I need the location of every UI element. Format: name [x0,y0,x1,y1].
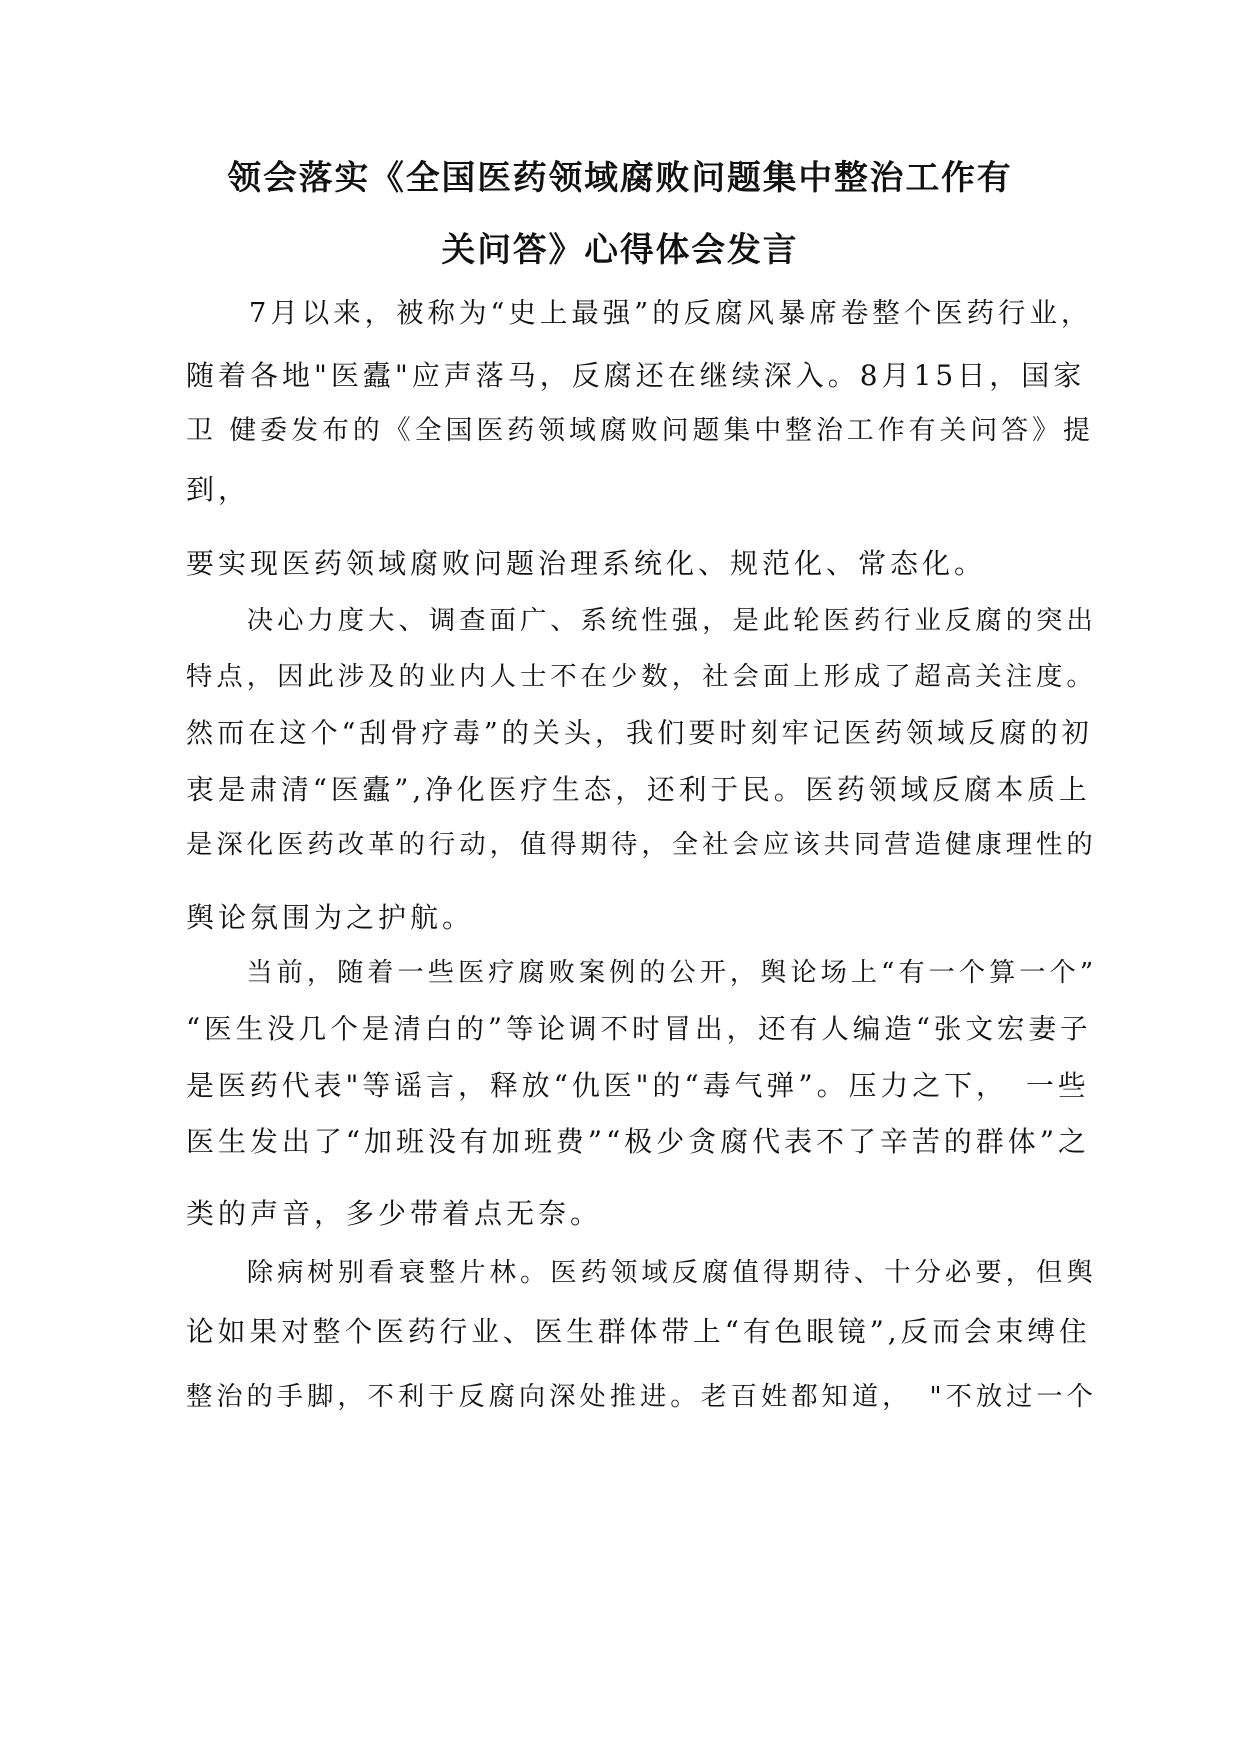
body-text-line: 然而在这个“刮骨疗毒”的关头，我们要时刻牢记医药领域反腐的初 [186,718,1093,749]
body-text-line: 衷是肃清“医蠹”,净化医疗生态，还利于民。医药领域反腐本质上 [186,773,1091,806]
body-text-line: 论如果对整个医药行业、医生群体带上“有色眼镜”,反而会束缚住 [186,1315,1091,1348]
body-text-line: 类的声音，多少带着点无奈。 [186,1197,603,1230]
body-text-line: 整治的手脚，不利于反腐向深处推进。老百姓都知道， "不放过一个 [186,1382,1097,1412]
body-text-line: “医生没几个是清白的”等论调不时冒出，还有人编造“张文宏妻子 [186,1013,1092,1045]
body-text-line: 特点，因此涉及的业内人士不在少数，社会面上形成了超高关注度。 [186,662,1097,692]
body-text-line: 除病树别看衰整片林。医药领域反腐值得期待、十分必要，但舆 [186,1258,1097,1288]
body-text-line: 是深化医药改革的行动，值得期待，全社会应该共同营造健康理性的 [186,830,1097,860]
body-text-line: 是医药代表"等谣言，释放“仇医"的“毒气弹”。压力之下， 一些 [186,1069,1090,1102]
body-text-line: 随着各地"医蠹"应声落马，反腐还在继续深入。8月15日，国家 [186,359,1086,392]
document-title-line-2: 关问答》心得体会发言 [441,230,799,269]
body-text-line: 卫 健委发布的《全国医药领域腐败问题集中整治工作有关问答》提 [186,415,1094,446]
document-title-line-1: 领会落实《全国医药领域腐败问题集中整治工作有 [227,158,1013,197]
body-text-line: 到， [186,473,251,506]
body-text-line: 7月以来，被称为“史上最强”的反腐风暴席卷整个医药行业， [186,298,1093,329]
body-text-line: 要实现医药领域腐败问题治理系统化、规范化、常态化。 [186,547,987,580]
body-text-line: 医生发出了“加班没有加班费”“极少贪腐代表不了辛苦的群体”之 [186,1125,1090,1158]
body-text-line: 决心力度大、调查面广、系统性强，是此轮医药行业反腐的突出 [186,606,1097,636]
body-text-line: 舆论氛围为之护航。 [186,901,475,934]
body-text-line: 当前，随着一些医疗腐败案例的公开，舆论场上“有一个算一个” [186,958,1098,988]
